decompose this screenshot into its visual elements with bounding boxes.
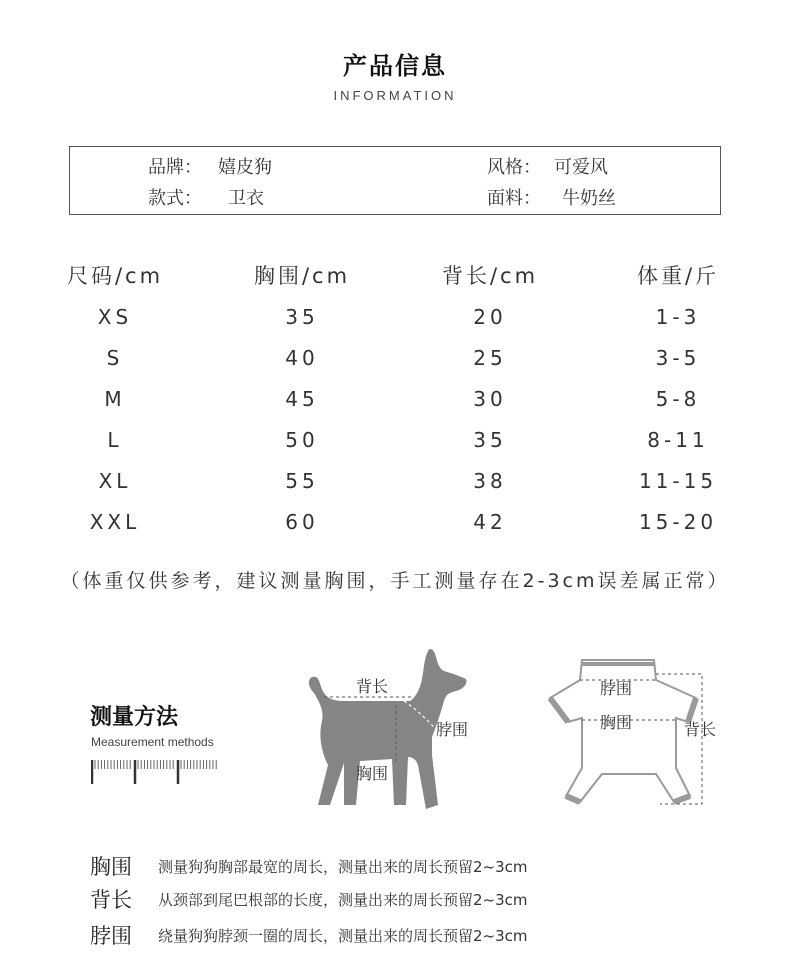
cell-size: L	[107, 428, 123, 452]
size-note: （体重仅供参考，建议测量胸围，手工测量存在2-3cm误差属正常）	[60, 570, 730, 592]
brand-value: 嬉皮狗	[218, 157, 272, 178]
cell-size: XXL	[89, 510, 141, 534]
shirt-chest-label: 胸围	[600, 713, 633, 732]
fabric-label: 面料：	[487, 188, 541, 209]
header-size: 尺码/cm	[66, 264, 164, 288]
cell-chest: 50	[285, 428, 319, 452]
ruler-icon	[91, 760, 221, 784]
table-row	[0, 469, 790, 503]
product-info-box	[69, 146, 721, 215]
cell-weight: 15-20	[638, 510, 718, 534]
cell-weight: 11-15	[638, 469, 718, 493]
style-label: 风格：	[487, 157, 541, 178]
cell-size: XS	[97, 305, 133, 329]
legend-key: 胸围	[90, 855, 132, 879]
cell-weight: 5-8	[655, 387, 701, 411]
header-weight: 体重/斤	[636, 264, 720, 288]
cell-back: 30	[473, 387, 507, 411]
header-chest: 胸围/cm	[253, 264, 351, 288]
cell-back: 38	[473, 469, 507, 493]
brand-label: 品牌：	[148, 157, 202, 178]
table-row	[0, 428, 790, 462]
cell-weight: 3-5	[655, 346, 701, 370]
legend-desc: 绕量狗狗脖颈一圈的周长，测量出来的周长预留2~3cm	[158, 927, 528, 945]
cell-back: 35	[473, 428, 507, 452]
cell-chest: 35	[285, 305, 319, 329]
style-value: 可爱风	[554, 157, 608, 178]
dog-neck-label: 脖围	[436, 720, 469, 739]
cell-chest: 60	[285, 510, 319, 534]
method-subtitle: Measurement methods	[91, 735, 214, 749]
legend-desc: 测量狗狗胸部最宽的周长，测量出来的周长预留2~3cm	[158, 858, 528, 876]
shirt-neck-label: 脖围	[600, 679, 633, 698]
table-row	[0, 346, 790, 380]
page-subtitle: INFORMATION	[333, 88, 457, 103]
legend-key: 脖围	[90, 924, 132, 948]
fabric-value: 牛奶丝	[562, 188, 616, 209]
page-title: 产品信息	[343, 52, 447, 80]
method-title: 测量方法	[90, 705, 179, 730]
cell-chest: 40	[285, 346, 319, 370]
legend-key: 背长	[90, 888, 132, 912]
table-row	[0, 387, 790, 421]
table-row	[0, 510, 790, 544]
dog-chest-label: 胸围	[356, 764, 389, 783]
cell-size: XL	[98, 469, 132, 493]
cell-weight: 1-3	[655, 305, 701, 329]
type-label: 款式：	[148, 188, 202, 209]
legend-desc: 从颈部到尾巴根部的长度，测量出来的周长预留2~3cm	[158, 891, 528, 909]
cell-chest: 45	[285, 387, 319, 411]
cell-back: 25	[473, 346, 507, 370]
cell-back: 42	[473, 510, 507, 534]
cell-chest: 55	[285, 469, 319, 493]
size-table-header	[0, 260, 790, 294]
cell-back: 20	[473, 305, 507, 329]
cell-weight: 8-11	[647, 428, 709, 452]
cell-size: S	[106, 346, 124, 370]
table-row	[0, 305, 790, 339]
shirt-back-label: 背长	[684, 720, 717, 739]
type-value: 卫衣	[228, 188, 264, 209]
dog-back-label: 背长	[356, 677, 389, 696]
cell-size: M	[104, 387, 126, 411]
header-back: 背长/cm	[441, 264, 539, 288]
